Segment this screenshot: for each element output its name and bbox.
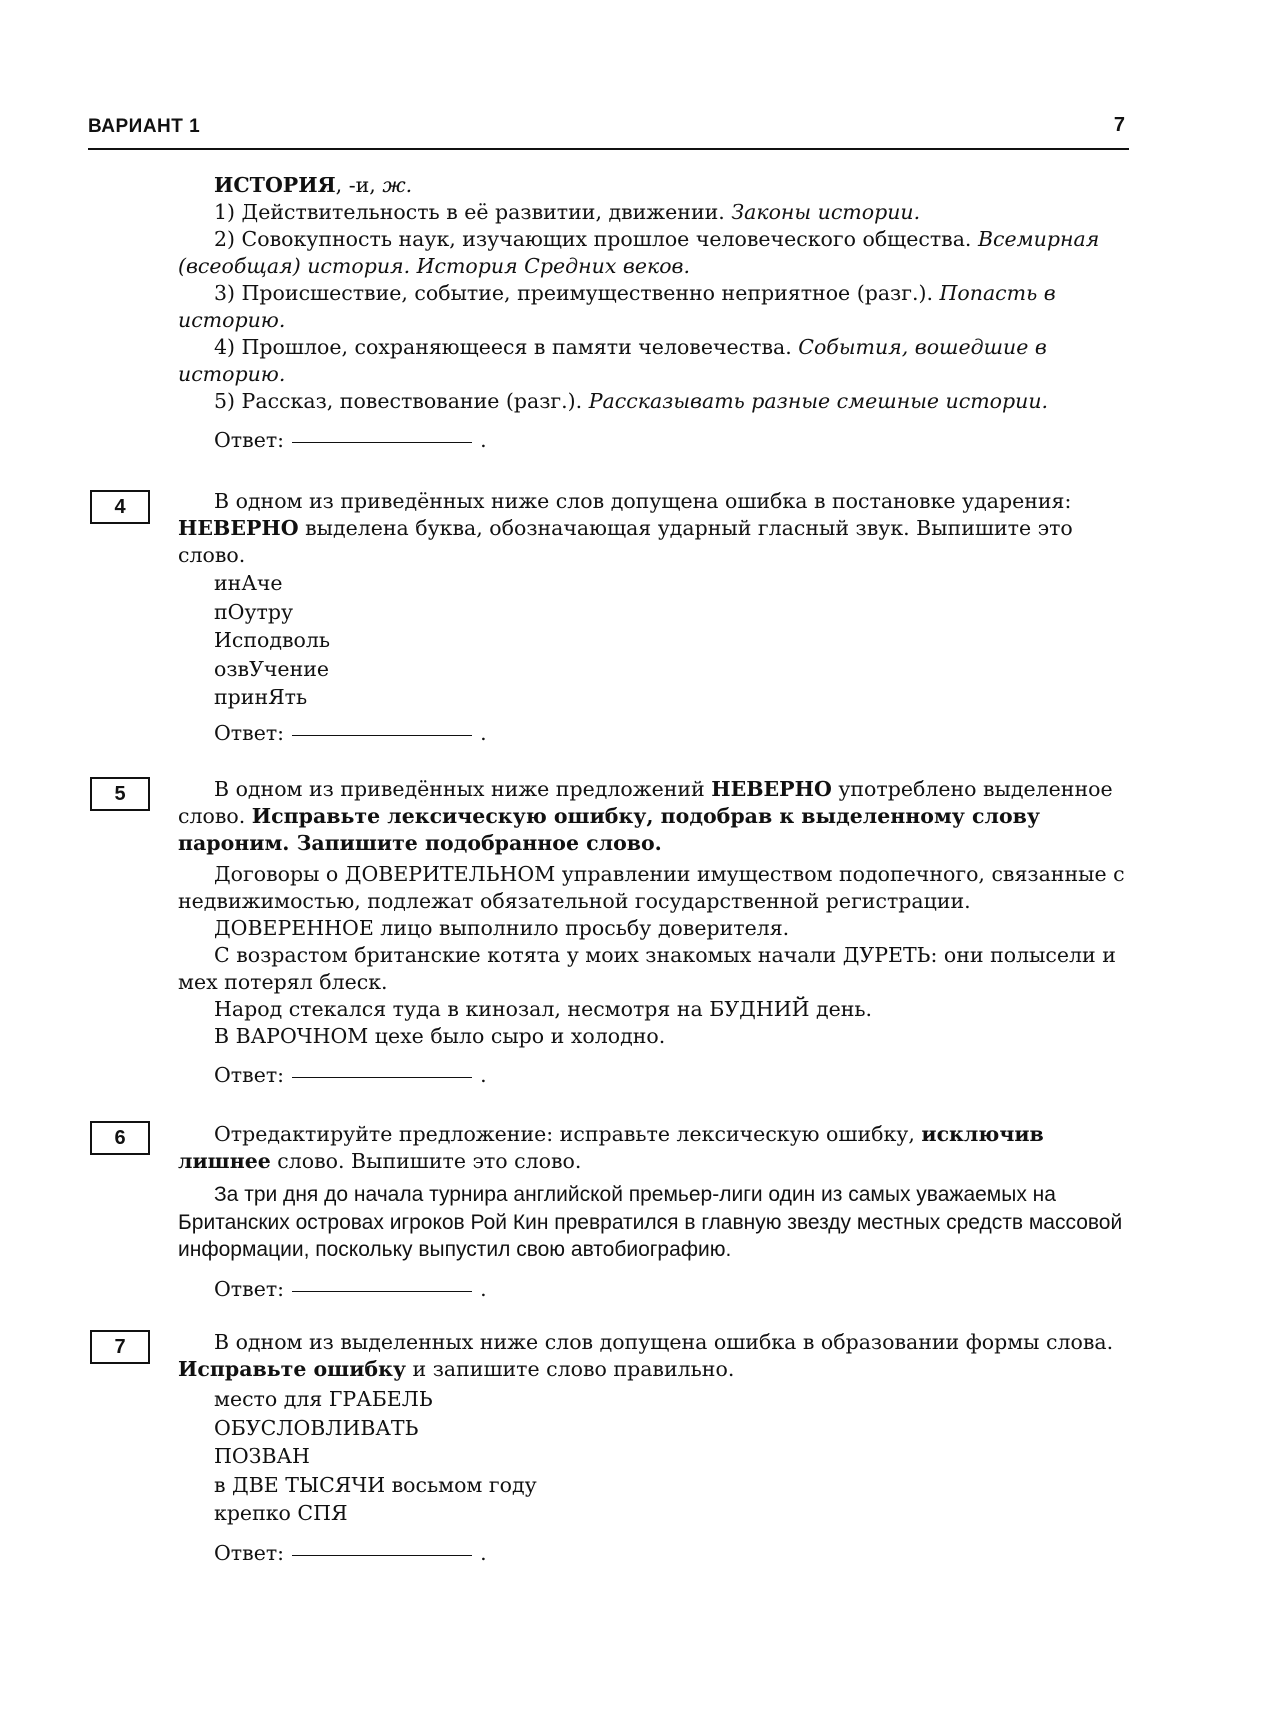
word-option: Исподволь xyxy=(214,628,331,652)
dict-meaning-2: 2) Совокупность наук, изучающих прошлое человеческого общества. Всемирная (всеобщая) история. История Средних веков. xyxy=(178,227,1100,278)
answer-label: Ответ: xyxy=(214,1063,285,1087)
answer-field[interactable] xyxy=(292,1077,472,1078)
task-4 xyxy=(178,488,1129,747)
page-number: 7 xyxy=(1113,114,1125,136)
dictionary-entry xyxy=(178,172,1129,454)
sentence: ДОВЕРЕННОЕ лицо выполнило просьбу доверителя. xyxy=(214,916,790,940)
dict-meaning-5: 5) Рассказ, повествование (разг.). Рассказывать разные смешные истории. xyxy=(214,389,1049,413)
answer-label: Ответ: xyxy=(214,428,285,452)
answer-field[interactable] xyxy=(292,1291,472,1292)
word-option: ПОЗВАН xyxy=(214,1444,310,1468)
answer-row: Ответ: . xyxy=(214,1063,487,1087)
dict-meaning-4: 4) Прошлое, сохраняющееся в памяти человечества. События, вошедшие в историю. xyxy=(178,335,1047,386)
task-number-4: 4 xyxy=(90,490,150,524)
answer-row: Ответ: . xyxy=(214,1276,487,1301)
word-option: место для ГРАБЕЛЬ xyxy=(214,1387,433,1411)
answer-row: Ответ: . xyxy=(214,1540,487,1565)
task-number-5: 5 xyxy=(90,777,150,811)
answer-label: Ответ: xyxy=(214,1276,285,1301)
task-6-sentence: За три дня до начала турнира английской премьер-лиги один из самых уважаемых на Британских островах игроков Рой Кин превратился в главную звезду местных средств массовой информации, поскольку выпустил свою автобиографию. xyxy=(178,1183,1123,1261)
sentence: Народ стекался туда в кинозал, несмотря на БУДНИЙ день. xyxy=(214,997,873,1021)
task-6-instruction: Отредактируйте предложение: исправьте лексическую ошибку, исключив лишнее слово. Выпишите это слово. xyxy=(178,1122,1044,1173)
sentence: Договоры о ДОВЕРИТЕЛЬНОМ управлении имуществом подопечного, связанные с недвижимостью, подлежат обязательной государственной регистрации. xyxy=(178,862,1125,913)
word-option: в ДВЕ ТЫСЯЧИ восьмом году xyxy=(214,1472,537,1497)
answer-field[interactable] xyxy=(292,1555,472,1556)
dict-meaning-3: 3) Происшествие, событие, преимущественно неприятное (разг.). Попасть в историю. xyxy=(178,281,1056,332)
answer-label: Ответ: xyxy=(214,720,285,745)
dict-meaning-1: 1) Действительность в её развитии, движении. Законы истории. xyxy=(214,200,921,224)
word-option: крепко СПЯ xyxy=(214,1501,348,1525)
answer-label: Ответ: xyxy=(214,1540,285,1565)
task-6 xyxy=(178,1121,1129,1303)
word-option: принЯть xyxy=(214,685,308,709)
answer-row: Ответ: . xyxy=(214,720,487,745)
word-option: озвУчение xyxy=(214,656,330,681)
answer-field[interactable] xyxy=(292,735,472,736)
answer-row: Ответ: . xyxy=(214,428,487,452)
task-number-6: 6 xyxy=(90,1121,150,1155)
task-4-instruction: В одном из приведённых ниже слов допущена ошибка в постановке ударения: НЕВЕРНО выделена буква, обозначающая ударный гласный звук. Выпишите это слово. xyxy=(178,489,1073,567)
task-7 xyxy=(178,1329,1129,1567)
answer-field[interactable] xyxy=(292,442,472,443)
variant-label: ВАРИАНТ 1 xyxy=(88,116,201,137)
word-option: пОутру xyxy=(214,599,294,624)
task-number-7: 7 xyxy=(90,1330,150,1364)
sentence: В ВАРОЧНОМ цехе было сыро и холодно. xyxy=(214,1024,666,1048)
word-option: ОБУСЛОВЛИВАТЬ xyxy=(214,1415,419,1440)
word-option: инАче xyxy=(214,571,283,595)
task-5-instruction: В одном из приведённых ниже предложений НЕВЕРНО употреблено выделенное слово. Исправьте лексическую ошибку, подобрав к выделенному слову пароним. Запишите подобранное слово. xyxy=(178,777,1113,855)
task-7-instruction: В одном из выделенных ниже слов допущена ошибка в образовании формы слова. Исправьте ошибку и запишите слово правильно. xyxy=(178,1330,1114,1381)
dict-headword-line: ИСТОРИЯ, -и, ж. xyxy=(214,173,413,197)
dict-headword: ИСТОРИЯ xyxy=(214,173,336,197)
page-header xyxy=(88,110,1129,150)
sentence: С возрастом британские котята у моих знакомых начали ДУРЕТЬ: они полысели и мех потерял блеск. xyxy=(178,943,1116,994)
task-5 xyxy=(178,776,1129,1089)
